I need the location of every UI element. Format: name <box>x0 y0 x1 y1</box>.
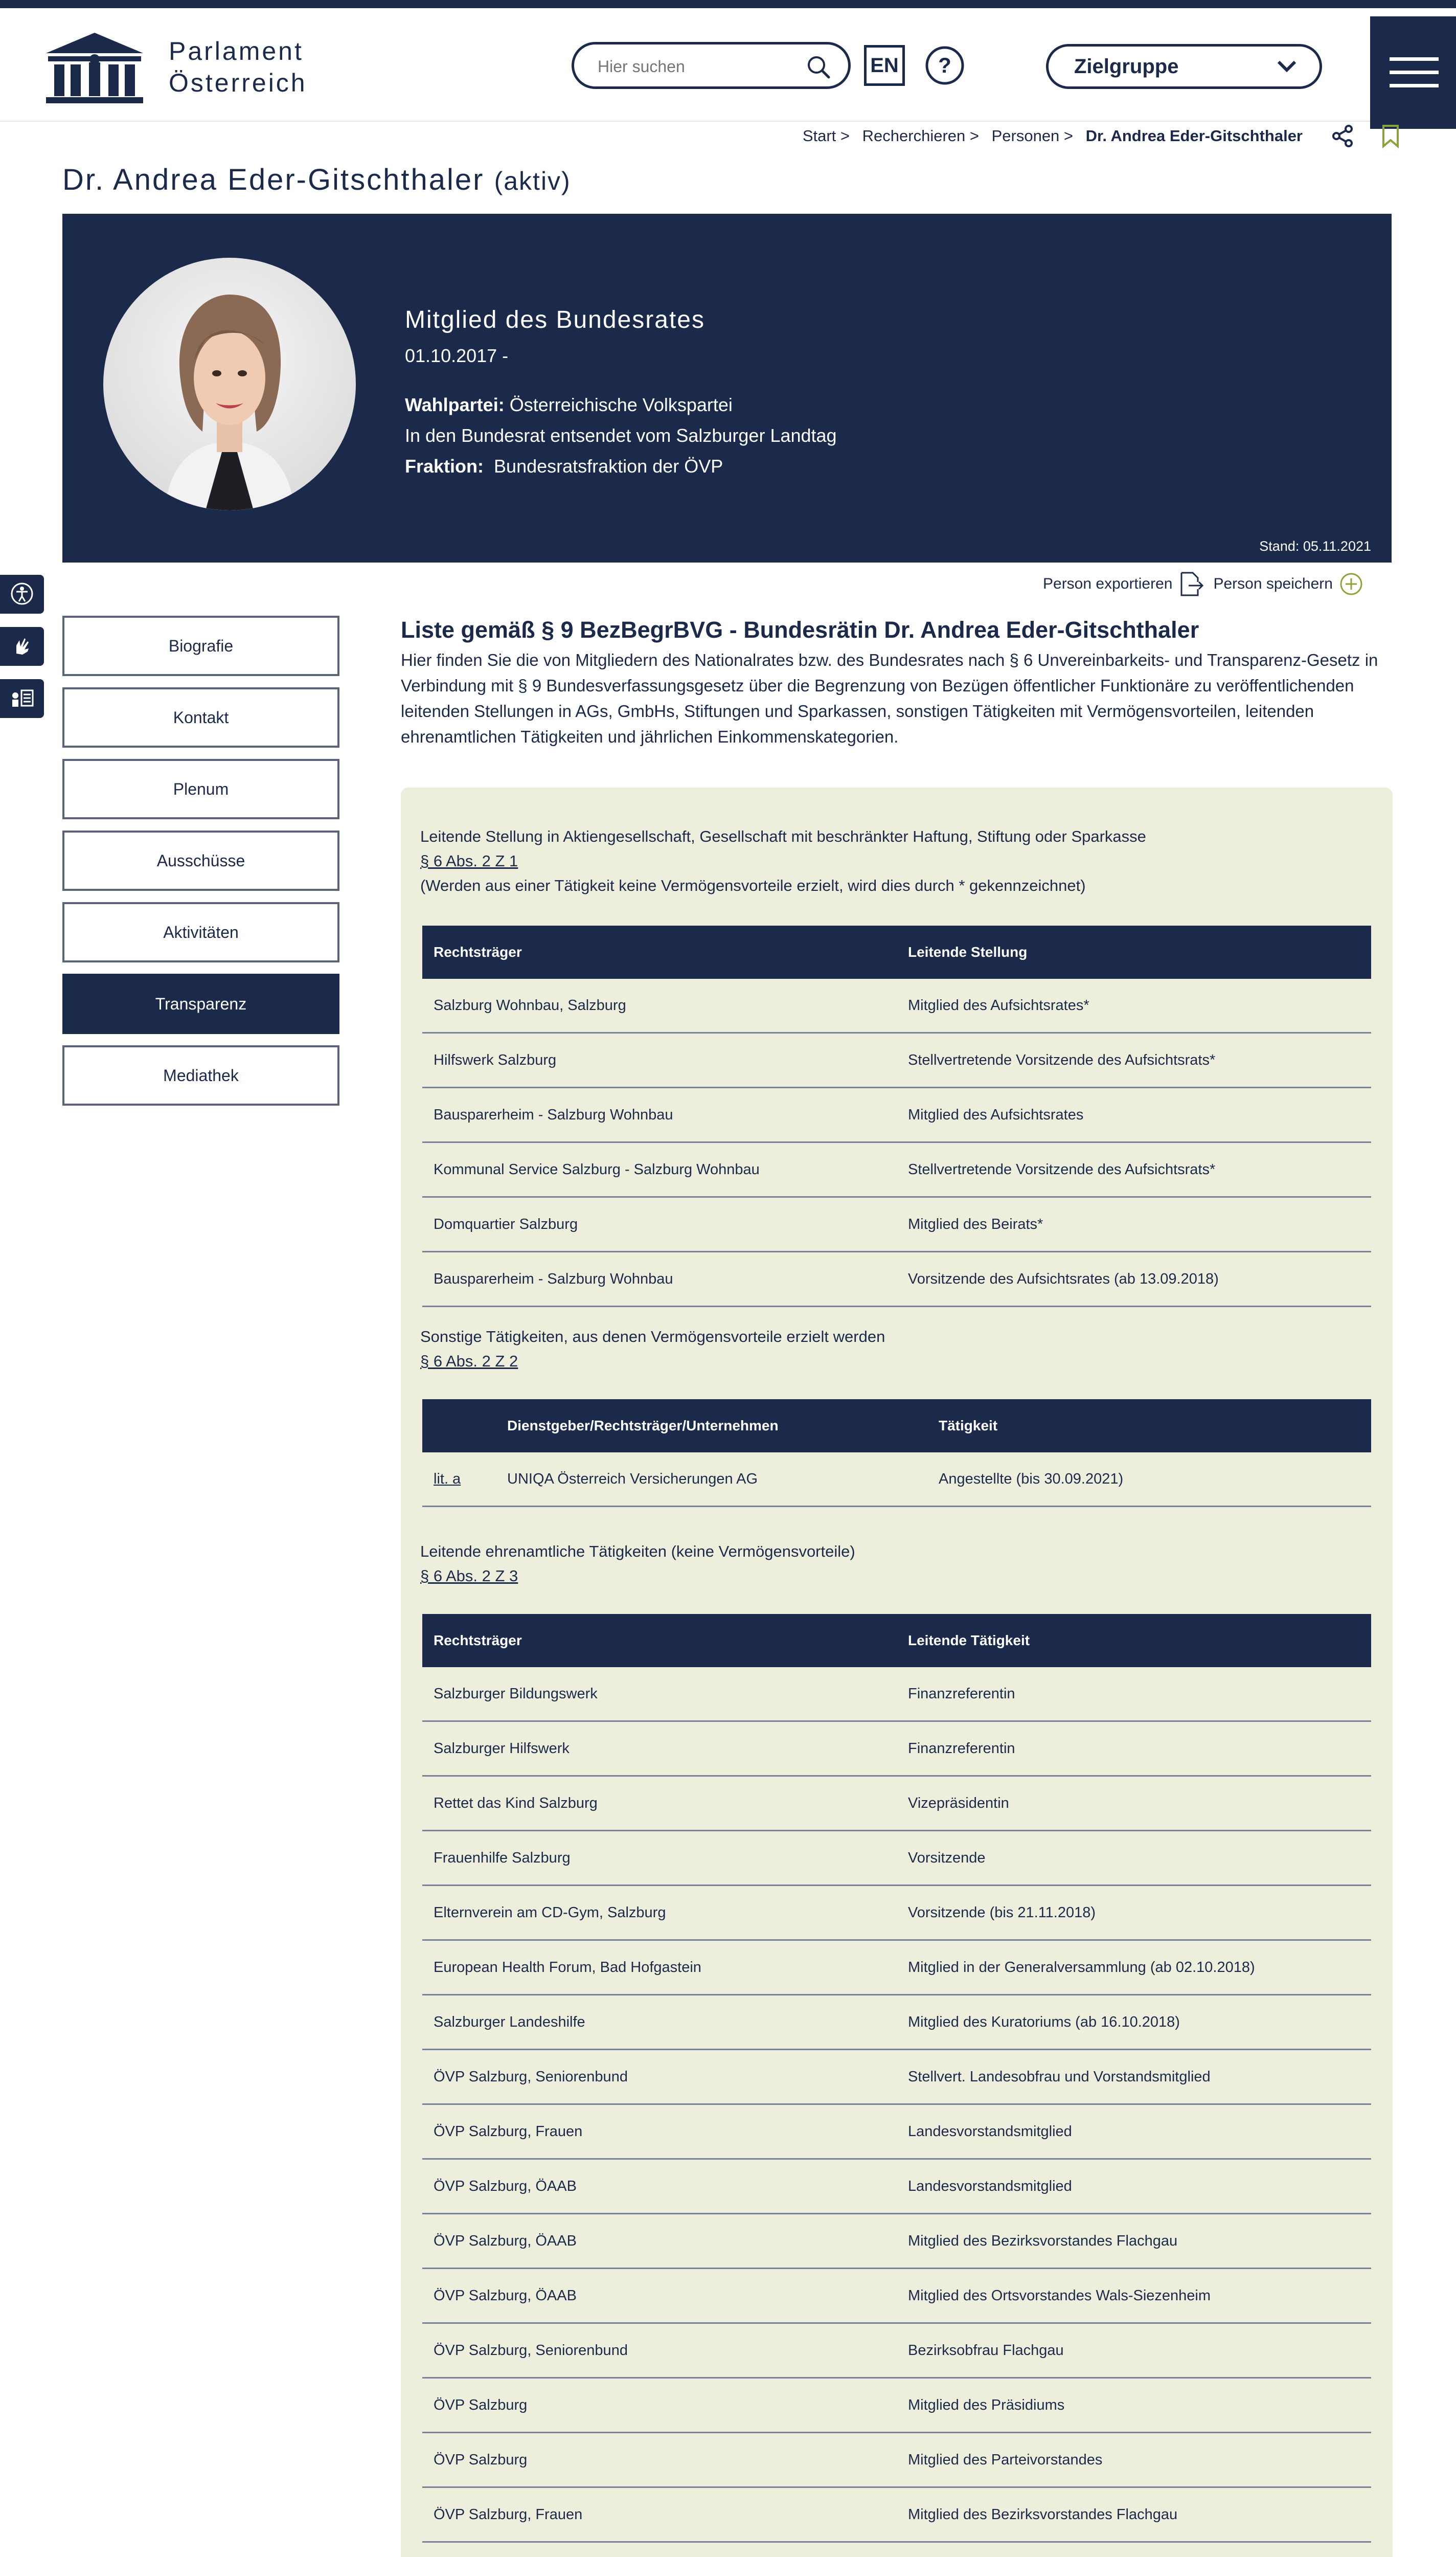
table-row <box>422 2378 1371 2433</box>
table-row <box>422 1831 1371 1886</box>
table-cell: Hilfswerk Salzburg <box>422 1033 897 1088</box>
table-cell: Mitglied des Bezirksvorstandes Flachgau <box>897 2487 1371 2542</box>
table-row <box>422 1088 1371 1142</box>
table-cell: Mitglied des Aufsichtsrates <box>897 1088 1371 1142</box>
table-cell: ÖVP Salzburg, Frauen <box>422 2104 897 2159</box>
breadcrumb-research[interactable]: Recherchieren > <box>862 127 979 145</box>
target-group-label: Zielgruppe <box>1074 55 1179 78</box>
table-cell: Vorsitzende <box>897 1831 1371 1886</box>
section-note: (Werden aus einer Tätigkeit keine Vermögensvorteile erzielt, wird dies durch * gekennzeichnet) <box>420 877 1086 894</box>
sign-language-icon <box>9 633 35 659</box>
table-row <box>422 1033 1371 1088</box>
table-cell <box>422 2542 897 2557</box>
person-faction: Fraktion: Bundesratsfraktion der ÖVP <box>405 456 723 477</box>
table-cell: Salzburger Landeshilfe <box>422 1995 897 2050</box>
sign-language-button[interactable] <box>0 627 44 666</box>
table-cell: ÖVP Salzburg, ÖAAB <box>422 2269 897 2323</box>
sidenav-kontakt[interactable]: Kontakt <box>62 687 339 748</box>
table-row <box>422 1452 1371 1507</box>
table-row <box>422 2050 1371 2104</box>
table-cell: Bezirksobfrau Flachgau <box>897 2323 1371 2378</box>
table-cell: Salzburg Wohnbau, Salzburg <box>422 979 897 1033</box>
save-person-link[interactable]: Person speichern <box>1213 575 1333 592</box>
chevron-down-icon <box>1277 60 1297 73</box>
column-header: Leitende Stellung <box>897 926 1371 979</box>
table-row <box>422 2323 1371 2378</box>
table-cell: Mitglied des Bezirksvorstandes Flachgau <box>897 2214 1371 2269</box>
site-logo[interactable] <box>41 29 307 105</box>
table-cell: ÖVP Salzburg <box>422 2378 897 2433</box>
table-row <box>422 1886 1371 1940</box>
table-cell: Stellvertretende Vorsitzende des Aufsichtsrats* <box>897 1142 1371 1197</box>
law-link[interactable]: § 6 Abs. 2 Z 2 <box>420 1352 518 1370</box>
law-link[interactable]: § 6 Abs. 2 Z 3 <box>420 1567 518 1585</box>
sidenav-plenum[interactable]: Plenum <box>62 759 339 819</box>
table-cell: Vizepräsidentin <box>897 1776 1371 1831</box>
table-cell: Mitglied des Ortsvorstandes Wals-Siezenheim <box>897 2269 1371 2323</box>
section-heading: Sonstige Tätigkeiten, aus denen Vermögensvorteile erzielt werden <box>420 1328 885 1345</box>
section-heading: Leitende ehrenamtliche Tätigkeiten (keine Vermögensvorteile) <box>420 1542 855 1560</box>
sidenav-aktivitaeten[interactable]: Aktivitäten <box>62 902 339 962</box>
sidenav-biografie[interactable]: Biografie <box>62 616 339 676</box>
person-banner <box>62 214 1392 563</box>
table-cell: Kommunal Service Salzburg - Salzburg Wohnbau <box>422 1142 897 1197</box>
table-cell: Salzburger Hilfswerk <box>422 1721 897 1776</box>
breadcrumb <box>794 127 1303 145</box>
section-other-activities <box>420 1325 1372 1374</box>
table-row <box>422 2159 1371 2214</box>
table-cell: Landesvorstandsmitglied <box>897 2104 1371 2159</box>
accessibility-button[interactable] <box>0 575 44 614</box>
section-heading: Leitende Stellung in Aktiengesellschaft, Gesellschaft mit beschränkter Haftung, Stiftung oder Sparkasse <box>420 827 1146 845</box>
section-honorary-activities <box>420 1539 1372 1588</box>
table-cell: UNIQA Österreich Versicherungen AG <box>496 1452 927 1507</box>
search-box[interactable] <box>572 42 851 89</box>
transparency-intro <box>401 616 1393 750</box>
page-title <box>62 163 571 197</box>
person-name: Dr. Andrea Eder-Gitschthaler <box>62 163 485 196</box>
section-management-positions <box>420 824 1372 898</box>
table-cell: Mitglied des Parteivorstandes <box>897 2433 1371 2487</box>
table-cell: Salzburger Bildungswerk <box>422 1667 897 1721</box>
share-icon[interactable] <box>1330 124 1355 148</box>
table-cell: Stellvert. Landesobfrau und Vorstandsmitglied <box>897 2050 1371 2104</box>
breadcrumb-start[interactable]: Start > <box>802 127 850 145</box>
table-row <box>422 1252 1371 1307</box>
transparency-panel <box>401 788 1393 2557</box>
top-strip <box>0 0 1456 8</box>
parliament-logo-icon <box>41 29 148 105</box>
table-cell: Mitglied des Kuratoriums (ab 16.10.2018) <box>897 1995 1371 2050</box>
person-details <box>405 300 837 482</box>
accessibility-icon <box>9 581 35 607</box>
table-cell: Vorsitzende (bis 21.11.2018) <box>897 1886 1371 1940</box>
column-header: Rechtsträger <box>422 1614 897 1667</box>
table-cell: Finanzreferentin <box>897 1721 1371 1776</box>
table-cell: ÖVP Salzburg, Frauen <box>422 2487 897 2542</box>
table-row <box>422 979 1371 1033</box>
table-row <box>422 1667 1371 1721</box>
table-row <box>422 2542 1371 2557</box>
table-row <box>422 2433 1371 2487</box>
sidenav-ausschuesse[interactable]: Ausschüsse <box>62 831 339 891</box>
hamburger-icon <box>1390 57 1439 61</box>
search-input[interactable] <box>597 55 798 78</box>
easy-language-button[interactable] <box>0 679 44 718</box>
table-row <box>422 1142 1371 1197</box>
person-portrait <box>103 258 356 510</box>
sidenav-transparenz[interactable]: Transparenz <box>62 974 339 1034</box>
person-role: Mitglied des Bundesrates <box>405 306 705 333</box>
table-cell: Stellvertretende Vorsitzende des Aufsichtsrats* <box>897 1033 1371 1088</box>
table-row <box>422 1776 1371 1831</box>
table-row <box>422 1940 1371 1995</box>
column-header: Rechtsträger <box>422 926 897 979</box>
lit-link[interactable]: lit. a <box>422 1452 496 1507</box>
svg-text:?: ? <box>938 53 951 77</box>
table-cell: Mitglied des Beirats* <box>897 1197 1371 1252</box>
other-activities-table <box>422 1399 1371 1507</box>
table-cell: Domquartier Salzburg <box>422 1197 897 1252</box>
person-actions <box>1043 571 1374 597</box>
table-cell: Vorsitzende des Aufsichtsrates (ab 13.09.2018) <box>897 1252 1371 1307</box>
table-cell: Frauenhilfe Salzburg <box>422 1831 897 1886</box>
data-stand-date: Stand: 05.11.2021 <box>1259 539 1371 554</box>
export-person-link[interactable]: Person exportieren <box>1043 575 1173 592</box>
table-cell: Rettet das Kind Salzburg <box>422 1776 897 1831</box>
add-circle-icon[interactable] <box>1338 571 1364 597</box>
person-sent-by: In den Bundesrat entsendet vom Salzburger Landtag <box>405 425 837 446</box>
breadcrumb-persons[interactable]: Personen > <box>991 127 1074 145</box>
table-row <box>422 2104 1371 2159</box>
table-cell: Mitglied des Präsidiums <box>897 2378 1371 2433</box>
main-menu-button[interactable] <box>1370 16 1456 129</box>
table-cell: Mitglied des Aufsichtsrates* <box>897 979 1371 1033</box>
table-row <box>422 1197 1371 1252</box>
honorary-activities-table <box>422 1614 1371 2557</box>
table-cell: Bausparerheim - Salzburg Wohnbau <box>422 1252 897 1307</box>
table-row <box>422 1721 1371 1776</box>
table-cell: ÖVP Salzburg, ÖAAB <box>422 2159 897 2214</box>
column-header: Leitende Tätigkeit <box>897 1614 1371 1667</box>
table-row <box>422 2214 1371 2269</box>
table-cell: Elternverein am CD-Gym, Salzburg <box>422 1886 897 1940</box>
person-party: Wahlpartei: Österreichische Volkspartei <box>405 394 733 415</box>
person-since: 01.10.2017 - <box>405 345 509 366</box>
table-cell: Finanzreferentin <box>897 1667 1371 1721</box>
table-row <box>422 1995 1371 2050</box>
help-icon[interactable] <box>924 45 965 86</box>
table-cell: Landesvorstandsmitglied <box>897 2159 1371 2214</box>
bookmark-icon[interactable] <box>1378 124 1403 148</box>
table-cell: ÖVP Salzburg, Seniorenbund <box>422 2323 897 2378</box>
person-sidenav <box>62 616 339 1117</box>
table-cell: European Health Forum, Bad Hofgastein <box>422 1940 897 1995</box>
table-cell <box>897 2542 1371 2557</box>
language-switch-button[interactable]: EN <box>864 45 905 86</box>
table-cell: ÖVP Salzburg <box>422 2433 897 2487</box>
column-header: Dienstgeber/Rechtsträger/Unternehmen <box>496 1399 927 1452</box>
logo-text: Parlament Österreich <box>169 37 307 97</box>
management-positions-table <box>422 926 1371 1307</box>
export-icon[interactable] <box>1177 571 1204 597</box>
breadcrumb-current: Dr. Andrea Eder-Gitschthaler <box>1085 127 1303 145</box>
table-cell: Mitglied in der Generalversammlung (ab 02.10.2018) <box>897 1940 1371 1995</box>
transparency-intro-text: Hier finden Sie die von Mitgliedern des Nationalrates bzw. des Bundesrates nach § 6 Unvereinbarkeits- und Transparenz-Gesetz in Verbindung mit § 9 Bundesverfassungsgesetz über die Begrenzung von Bezügen öffentlicher Funktionäre zu veröffentlichenden leitenden Stellungen in AGs, GmbHs, Stiftungen und Sparkassen, sonstigen Tätigkeiten mit Vermögensvorteilen, leitenden ehrenamtlichen Tätigkeiten und jährlichen Einkommenskategorien. <box>401 651 1378 746</box>
easy-language-icon <box>9 685 35 711</box>
table-row <box>422 2487 1371 2542</box>
table-cell: Angestellte (bis 30.09.2021) <box>927 1452 1371 1507</box>
column-header: Tätigkeit <box>927 1399 1371 1452</box>
person-status: (aktiv) <box>494 167 571 195</box>
table-row <box>422 2269 1371 2323</box>
table-cell: ÖVP Salzburg, Seniorenbund <box>422 2050 897 2104</box>
table-cell: ÖVP Salzburg, ÖAAB <box>422 2214 897 2269</box>
search-icon[interactable] <box>804 53 833 81</box>
sidenav-mediathek[interactable]: Mediathek <box>62 1045 339 1106</box>
law-link[interactable]: § 6 Abs. 2 Z 1 <box>420 852 518 870</box>
accessibility-bar <box>0 575 44 731</box>
site-header <box>0 8 1456 122</box>
table-cell: Bausparerheim - Salzburg Wohnbau <box>422 1088 897 1142</box>
target-group-select[interactable] <box>1046 44 1322 89</box>
transparency-title: Liste gemäß § 9 BezBegrBVG - Bundesrätin Dr. Andrea Eder-Gitschthaler <box>401 617 1199 643</box>
page-tools <box>1330 124 1426 148</box>
